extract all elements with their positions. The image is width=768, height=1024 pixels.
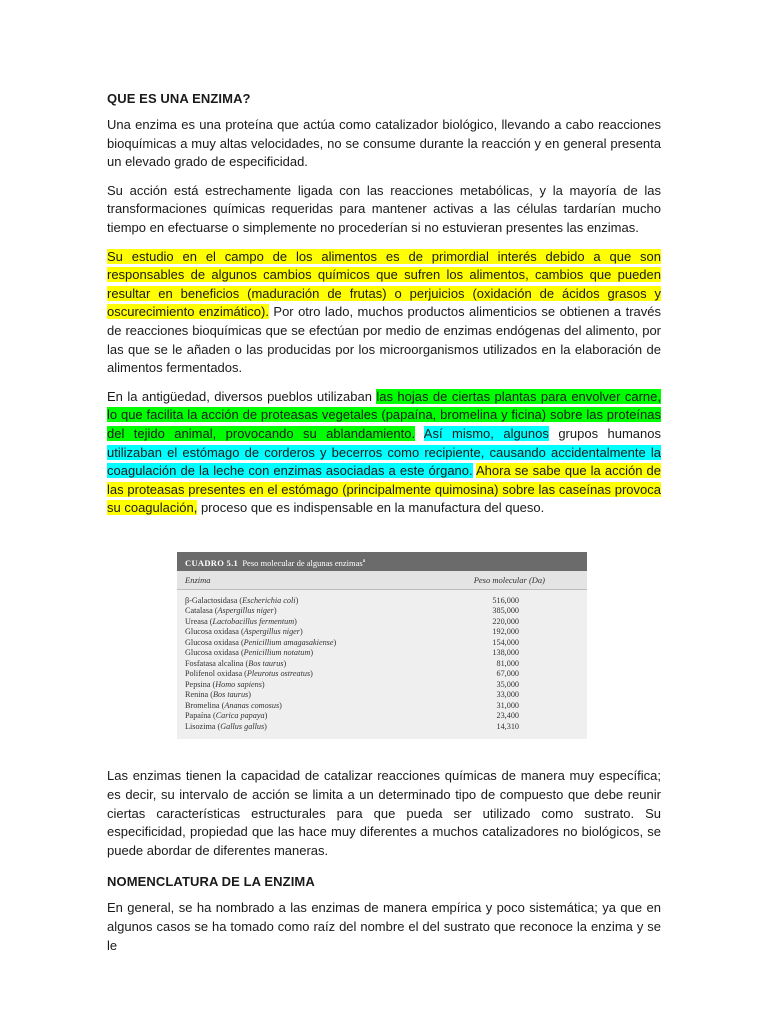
table-row xyxy=(185,606,579,617)
table-row xyxy=(185,680,579,691)
section-heading-enzima: QUE ES UNA ENZIMA? xyxy=(107,91,251,106)
table-row xyxy=(185,669,579,680)
paragraph-definition: Una enzima es una proteína que actúa como catalizador biológico, llevando a cabo reacciones bioquímicas a muy altas velocidades, no se consume durante la reacción y en general presenta un elevado grado de especificidad. xyxy=(107,117,661,170)
table-caption-label: CUADRO 5.1 xyxy=(185,557,239,568)
section-heading-nomenclatura: NOMENCLATURA DE LA ENZIMA xyxy=(107,874,315,890)
table-cell-weight: 138,000 xyxy=(492,648,519,658)
table-cell-weight: 154,000 xyxy=(492,637,519,647)
table-cell-weight: 14,310 xyxy=(496,721,519,731)
document-content xyxy=(107,91,661,965)
table-row xyxy=(185,722,579,733)
table-header-peso: Peso molecular (Da) xyxy=(473,574,545,585)
highlight-yellow-text: Su estudio en el campo de los alimentos es de primordial interés debido a que son responsables de algunos cambios químicos que sufren los alimentos, cambios que pueden resultar en beneficios (maduración de frutas) o perjuicios (oxidación de ácidos grasos y oscurecimiento enzimático). xyxy=(107,248,661,320)
table-cell-weight: 67,000 xyxy=(496,669,519,679)
table-cell-weight: 192,000 xyxy=(492,627,519,637)
table-row xyxy=(185,711,579,722)
enzyme-table-figure xyxy=(177,552,587,740)
table-row xyxy=(185,648,579,659)
paragraph-text: Por otro lado, muchos productos alimenticios se obtienen a través de reacciones bioquímicas que se efectúan por medio de enzimas endógenas del alimento, por las que se le añaden o las producidas por los microorganismos utilizados en la elaboración de alimentos fermentados. xyxy=(107,304,661,376)
table-row xyxy=(185,638,579,649)
table-cell-enzyme: Glucosa oxidasa (Aspergillus niger) xyxy=(185,627,303,637)
table-cell-enzyme: Glucosa oxidasa (Penicillium amagasakiense) xyxy=(185,637,337,647)
table-cell-enzyme: Bromelina (Ananas comosus) xyxy=(185,700,282,710)
table-header xyxy=(177,571,587,590)
table-row xyxy=(185,596,579,607)
highlight-yellow-text: Ahora se sabe que la acción de las proteasas presentes en el estómago (principalmente quimosina) sobre las caseínas provoca su coagulación, xyxy=(107,463,661,516)
highlight-green-text: las hojas de ciertas plantas para envolver carne, lo que facilita la acción de proteasas vegetales (papaína, bromelina y ficina) sobre las proteínas del tejido animal, provocando su ablandamiento. xyxy=(107,388,662,441)
table-row xyxy=(185,617,579,628)
table-caption-sup: a xyxy=(362,557,366,564)
table-cell-weight: 35,000 xyxy=(496,679,519,689)
table-cell-weight: 33,000 xyxy=(496,690,519,700)
table-caption xyxy=(177,552,587,571)
paragraph-text: En la antigüedad, diversos pueblos utilizaban xyxy=(107,388,377,404)
paragraph-food-interest xyxy=(107,248,661,378)
table-cell-weight: 516,000 xyxy=(492,595,519,605)
table-cell-enzyme: Ureasa (Lactobacillus fermentum) xyxy=(185,616,297,626)
table-row xyxy=(185,627,579,638)
table-header-enzima: Enzima xyxy=(185,574,211,585)
table-row xyxy=(185,701,579,712)
paragraph-metabolic: Su acción está estrechamente ligada con las reacciones metabólicas, y la mayoría de las transformaciones químicas requeridas para mantener activas a las células tardarían mucho tiempo en efectuarse o simplemente no procederían si no estuvieran presentes las enzimas. xyxy=(107,182,661,235)
table-cell-enzyme: Glucosa oxidasa (Penicillium notatum) xyxy=(185,648,314,658)
table-cell-weight: 220,000 xyxy=(492,616,519,626)
table-cell-weight: 31,000 xyxy=(496,700,519,710)
paragraph-text: grupos humanos xyxy=(548,425,661,441)
table-cell-enzyme: Catalasa (Aspergillus niger) xyxy=(185,606,277,616)
table-cell-enzyme: Papaína (Carica papaya) xyxy=(185,711,268,721)
table-body xyxy=(177,590,587,740)
paragraph-nomenclature: En general, se ha nombrado a las enzimas de manera empírica y poco sistemática; ya que en algunos casos se ha tomado como raíz del nombre el del sustrato que reconoce la enzima y se le xyxy=(107,900,661,953)
highlight-cyan-text: Así mismo, algunos xyxy=(423,425,549,441)
table-cell-enzyme: Polifenol oxidasa (Pleurotus ostreatus) xyxy=(185,669,313,679)
table-row xyxy=(185,690,579,701)
paragraph-text: proceso que es indispensable en la manufactura del queso. xyxy=(197,500,545,516)
paragraph-history xyxy=(107,388,661,518)
table-cell-weight: 23,400 xyxy=(496,711,519,721)
table-cell-enzyme: Lisozima (Gallus gallus) xyxy=(185,721,267,731)
table-cell-enzyme: Renina (Bos taurus) xyxy=(185,690,251,700)
table-cell-weight: 81,000 xyxy=(496,658,519,668)
table-cell-weight: 385,000 xyxy=(492,606,519,616)
table-cell-enzyme: β-Galactosidasa (Escherichia coli) xyxy=(185,595,299,605)
table-row xyxy=(185,659,579,670)
paragraph-specificity: Las enzimas tienen la capacidad de catalizar reacciones químicas de manera muy específica; es decir, su intervalo de acción se limita a un determinado tipo de compuesto que debe reunir ciertas características estructurales para que pueda ser utilizado como sustrato. Su especificidad, propiedad que las hace muy diferentes a muchos catalizadores no biológicos, se puede abordar de diferentes maneras. xyxy=(107,768,661,858)
table-caption-text: Peso molecular de algunas enzimas xyxy=(242,557,363,568)
table-cell-enzyme: Pepsina (Homo sapiens) xyxy=(185,679,265,689)
table-cell-enzyme: Fosfatasa alcalina (Bos taurus) xyxy=(185,658,287,668)
highlight-cyan-text: utilizaban el estómago de corderos y becerros como recipiente, causando accidentalmente la coagulación de la leche con enzimas asociadas a este órgano. xyxy=(107,444,661,479)
